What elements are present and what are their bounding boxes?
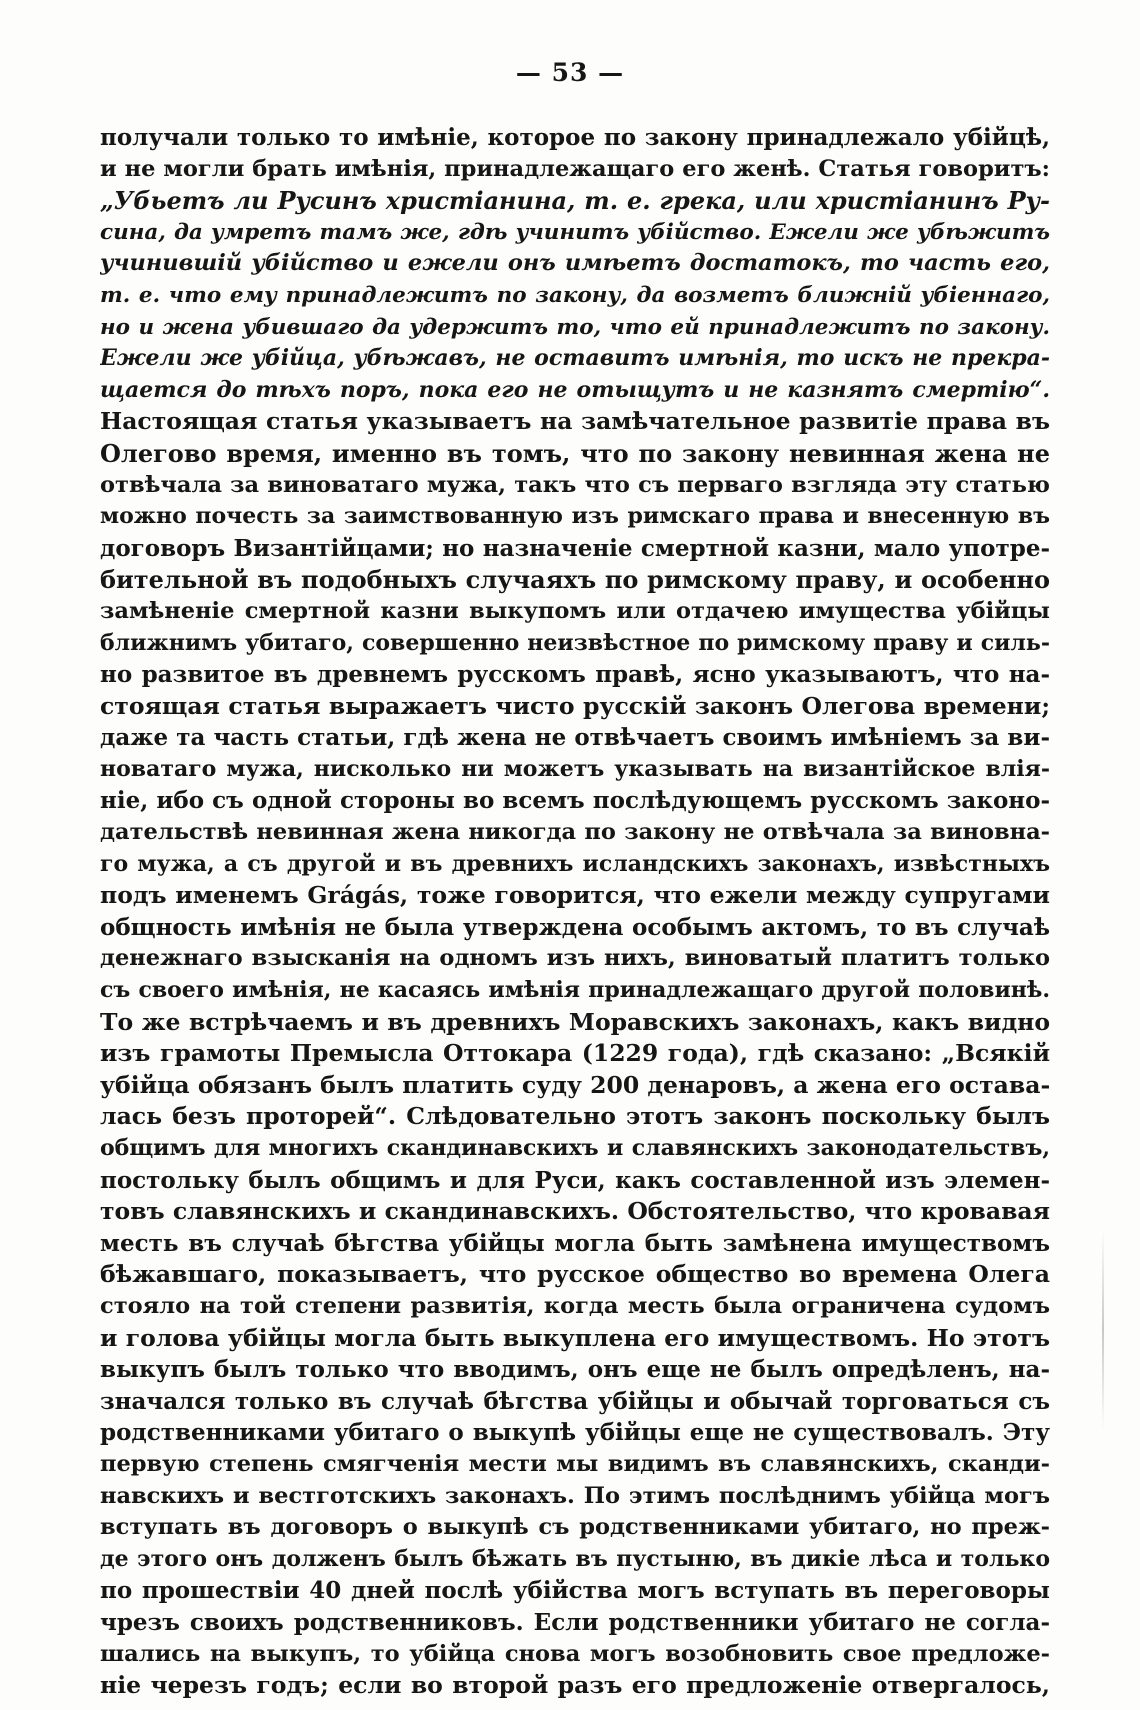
text-line: Олегово время, именно въ томъ, что по закону невинная жена не (100, 438, 1050, 468)
text-line: бѣжавшаго, показываетъ, что русское общество во времена Олега (100, 1260, 1050, 1289)
scan-artifact (1102, 1230, 1104, 1430)
text-line: новатаго мужа, нисколько ни можетъ указывать на византійское влія- (100, 755, 1050, 782)
text-line: первую степень смягченія мести мы видимъ въ славянскихъ, сканди- (100, 1450, 1050, 1477)
text-line: но развитое въ древнемъ русскомъ правѣ, ясно указываютъ, что на- (100, 661, 1050, 689)
text-line: чрезъ своихъ родственниковъ. Если родственники убитаго не согла- (100, 1608, 1050, 1636)
text-line: убійца обязанъ былъ платить суду 200 денаровъ, а жена его остава- (100, 1070, 1050, 1099)
text-line: стоящая статья выражаетъ чисто русскій законъ Олегова времени; (100, 691, 1050, 720)
text-line: де этого онъ долженъ былъ бѣжать въ пустыню, въ дикіе лѣса и только (100, 1545, 1050, 1572)
text-line: и голова убійцы могла быть выкуплена его имуществомъ. Но этотъ (100, 1323, 1050, 1352)
text-line: щается до тѣхъ поръ, пока его не отыщутъ и не казнятъ смертію“. (100, 376, 1050, 403)
text-line: договоръ Византійцами; но назначеніе смертной казни, мало употре- (100, 534, 1050, 562)
text-line: То же встрѣчаемъ и въ древнихъ Моравскихъ законахъ, какъ видно (100, 1007, 1050, 1036)
text-line: ближнимъ убитаго, совершенно неизвѣстное по римскому праву и силь- (100, 629, 1050, 656)
text-line: родственниками убитаго о выкупѣ убійцы еще не существовалъ. Эту (100, 1419, 1050, 1447)
text-line: выкупъ былъ только что вводимъ, онъ еще не былъ опредѣленъ, на- (100, 1356, 1050, 1384)
text-line: отвѣчала за виноватаго мужа, такъ что съ перваго взгляда эту статью (100, 471, 1050, 498)
text-line: учинившій убійство и ежели онъ имѣетъ достатокъ, то часть его, (100, 250, 1050, 277)
text-line: и не могли брать имѣнія, принадлежащаго его женѣ. Статья говоритъ: (100, 155, 1050, 182)
text-line: дательствѣ невинная жена никогда по закону не отвѣчала за виновна- (100, 819, 1050, 846)
text-line: ніе, ибо съ одной стороны во всемъ послѣдующемъ русскомъ законо- (100, 787, 1050, 815)
text-line: постольку былъ общимъ и для Руси, какъ составленной изъ элемен- (100, 1166, 1050, 1194)
text-line: общимъ для многихъ скандинавскихъ и славянскихъ законодательствъ, (100, 1135, 1050, 1161)
text-line: подъ именемъ Grágás, тоже говорится, что ежели между супругами (100, 881, 1050, 910)
text-line: т. е. что ему принадлежитъ по закону, да возметъ ближній убіеннаго, (100, 282, 1050, 308)
text-line: бительной въ подобныхъ случаяхъ по римскому праву, и особенно (100, 565, 1050, 595)
page-number: — 53 — (515, 58, 625, 87)
text-line: можно почесть за заимствованную изъ римскаго права и внесенную въ (100, 503, 1050, 530)
text-line: замѣненіе смертной казни выкупомъ или отдачею имущества убійцы (100, 597, 1050, 624)
text-line: го мужа, а съ другой и въ древнихъ исландскихъ законахъ, извѣстныхъ (100, 850, 1050, 877)
text-line: лась безъ проторей“. Слѣдовательно этотъ законъ поскольку былъ (100, 1102, 1050, 1131)
text-line: получали только то имѣніе, которое по закону принадлежало убійцѣ, (100, 124, 1050, 151)
text-line: ніе черезъ годъ; если во второй разъ его предложеніе отвергалось, (100, 1671, 1050, 1700)
body-text (100, 122, 1050, 1702)
text-line: денежнаго взысканія на одномъ изъ нихъ, виноватый платитъ только (100, 945, 1050, 972)
text-line: вступать въ договоръ о выкупѣ съ родственниками убитаго, но преж- (100, 1514, 1050, 1541)
text-line: сина, да умретъ тамъ же, гдѣ учинитъ убійство. Ежели же убѣжитъ (100, 219, 1050, 245)
text-line: товъ славянскихъ и скандинавскихъ. Обстоятельство, что кровавая (100, 1197, 1050, 1226)
text-line: месть въ случаѣ бѣгства убійцы могла быть замѣнена имуществомъ (100, 1229, 1050, 1257)
text-line: значался только въ случаѣ бѣгства убійцы и обычай торговаться съ (100, 1387, 1050, 1415)
text-line: Настоящая статья указываетъ на замѣчательное развитіе права въ (100, 407, 1050, 436)
text-line: по прошествіи 40 дней послѣ убійства могъ вступать въ переговоры (100, 1577, 1050, 1605)
text-line: изъ грамоты Премысла Оттокара (1229 года), гдѣ сказано: „Всякій (100, 1039, 1050, 1068)
text-line: навскихъ и вестготскихъ законахъ. По этимъ послѣднимъ убійца могъ (100, 1482, 1050, 1509)
text-line: шались на выкупъ, то убійца снова могъ возобновить свое предложе- (100, 1640, 1050, 1667)
text-line: съ своего имѣнія, не касаясь имѣнія принадлежащаго другой половинѣ. (100, 977, 1050, 1004)
text-line: даже та часть статьи, гдѣ жена не отвѣчаетъ своимъ имѣніемъ за ви- (100, 724, 1050, 752)
text-line: общность имѣнія не была утверждена особымъ актомъ, то въ случаѣ (100, 913, 1050, 941)
text-line: но и жена убившаго да удержитъ то, что ей принадлежитъ по закону. (100, 314, 1050, 340)
text-line: „Убьетъ ли Русинъ христіанина, т. е. грека, или христіанинъ Ру- (100, 186, 1050, 216)
text-line: Ежели же убійца, убѣжавъ, не оставитъ имѣнія, то искъ не прекра- (100, 345, 1050, 372)
text-line: стояло на той степени развитія, когда месть была ограничена судомъ (100, 1292, 1050, 1319)
